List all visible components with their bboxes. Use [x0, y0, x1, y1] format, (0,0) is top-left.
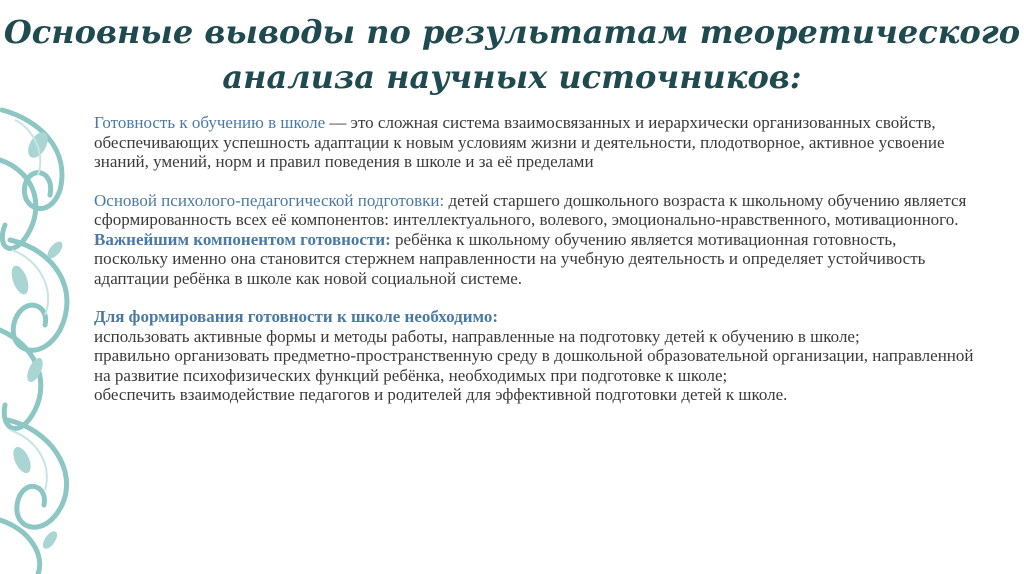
title-line-2: анализа научных источников: [222, 58, 802, 96]
basis-text: детей старшего дошкольного возраста к школьному обучению является сформированность всех её компонентов: интеллектуального, волевого, эмоционально-нравственного, мотивационного. [94, 190, 967, 229]
key-component-term: Важнейшим компонентом готовности: [94, 229, 391, 249]
slide-content [94, 113, 974, 405]
slide-title [0, 10, 1024, 100]
basis-term: Основой психолого-педагогической подготовки: [94, 190, 445, 210]
floral-ornament-icon [0, 100, 96, 574]
readiness-term: Готовность к обучению в школе [94, 113, 326, 132]
requirements-heading: Для формирования готовности к школе необходимо: [94, 307, 498, 326]
title-line-1: Основные выводы по результатам теоретического [3, 13, 1021, 51]
readiness-definition-paragraph [94, 113, 974, 172]
key-component-text: ребёнка к школьному обучению является мотивационная готовность, поскольку именно она становится стержнем направленности на учебную деятельность и определяет устойчивость адаптации ребёнка в школе как новой социальной системе. [94, 229, 926, 288]
requirement-item-2: правильно организовать предметно-пространственную среду в дошкольной образовательной организации, направленной на развитие психофизических функций ребёнка, необходимых при подготовке к школе; [94, 346, 974, 385]
key-component-paragraph [94, 230, 974, 289]
readiness-definition-text: — это сложная система взаимосвязанных и иерархически организованных свойств, обеспечивающих успешность адаптации к новым условиям жизни и деятельности, плодотворное, активное усвоение знаний, умений, норм и правил поведения в школе и за её пределами [94, 113, 945, 171]
requirement-item-1: использовать активные формы и методы работы, направленные на подготовку детей к обучению в школе; [94, 326, 860, 346]
requirement-item-3: обеспечить взаимодействие педагогов и родителей для эффективной подготовки детей к школе. [94, 385, 788, 404]
psych-pedagogical-basis-paragraph [94, 191, 974, 230]
